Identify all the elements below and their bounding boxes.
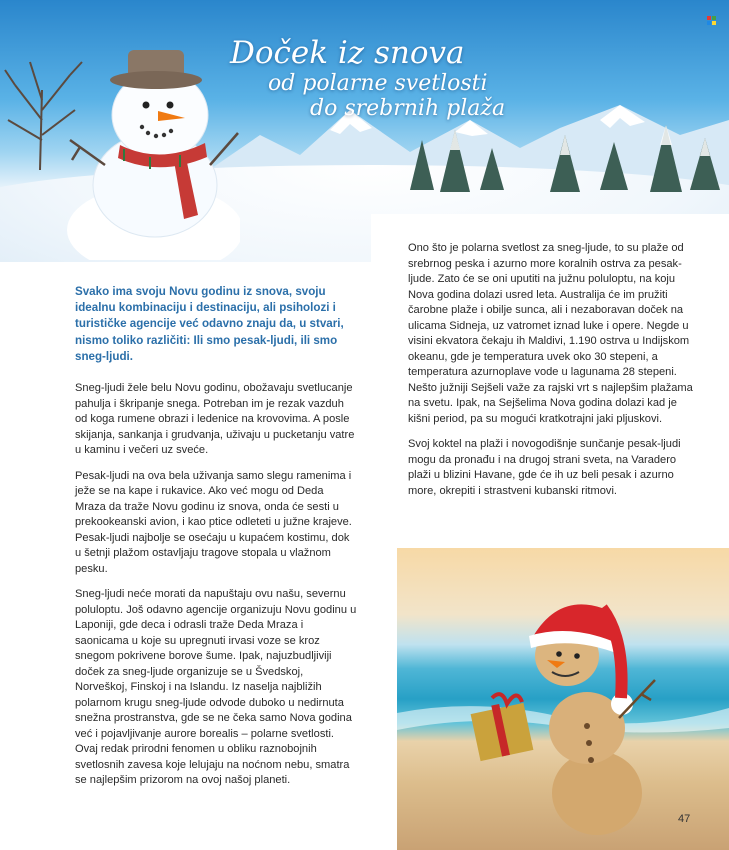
right-column: [408, 241, 700, 509]
hero-title: [230, 35, 530, 121]
sand-snowman-illustration: [397, 548, 729, 850]
hero-title-line3: do srebrnih plaža: [310, 96, 506, 121]
lead-paragraph: Svako ima svoju Novu godinu iz snova, svoju idealnu kombinaciju i destinaciju, ali psiholozi i turističke agencije već odavno znaju da, u stvari, nismo toliko različiti: Ili smo pesak-ljudi, ili smo sneg-ljudi.: [75, 285, 344, 363]
body-paragraph: Pesak-ljudi na ova bela uživanja samo slegu ramenima i ježe se na kape i rukavice. Ako već mogu od Deda Mraza da traže Novu godinu iz snova, onda će sesti u prekookeanski avion, i kao ptice odleteti u južne krajeve. Pesak-ljudi najbolje se osećaju u kupaćem kostimu, dok u šetnji plažom ostavljaju tragove stopala u vlažnom pesku.: [75, 469, 352, 575]
left-column: [75, 284, 357, 799]
hero-title-line2: od polarne svetlosti: [268, 71, 488, 96]
hero-title-line1: Doček iz snova: [230, 35, 465, 71]
body-paragraph: Sneg-ljudi žele belu Novu godinu, obožavaju svetlucanje pahulja i škripanje snega. Potreban im je rezak vazduh od koga rumene obrazi i ledenice na krovovima. A posle skijanja, sankanja i grudvanja, uživaju u pucketanju vatre u kaminu i večeri uz sveće.: [75, 382, 355, 457]
pine-forest: [400, 120, 729, 200]
page-number: 47: [678, 813, 691, 825]
body-paragraph: Svoj koktel na plaži i novogodišnje sunčanje pesak-ljudi mogu da pronađu i na drugoj strani sveta, na Varadero plaži u blizini Havane, gde će ih uz beli pesak i azurno more, okrepiti i strastveni kubanski ritmovi.: [408, 438, 681, 497]
body-paragraph: Sneg-ljudi neće morati da napuštaju ovu našu, severnu polulоptu. Još odavno agencije organizuju Novu godinu u Laponiji, gde deca i odrasli traže Deda Mraza i saonicama u koje su upregnuti irvasi voze se kroz snegom pokrivene borove šume. Ipak, najuzbudljiviji doček za sneg-ljude organizuje se u Švedskoj, Norveškoj, Finskoj i na Islandu. Iz naselja najbližih polarnom krugu sneg-ljude odvode duboko u nedirnuta snežna prostranstva, gde se ne čeka samo Nova godina već i pojavljivanje aurore borealis – polarne svetlosti. Ovaj redak prirodni fenomen u obliku raznobojnih svetlosnih zavesa koje lelujaju na noćnom nebu, smatra se najlepšim prizorom na ovoj našoj planeti.: [75, 588, 357, 787]
brand-logo-icon: [707, 16, 716, 25]
body-paragraph: Ono što je polarna svetlost za sneg-ljude, to su plaže od srebrnog peska i azurno more koralnih ostrva za pesak-ljude. Zato će se oni uputiti na južnu polulоptu, na koju Nova godina dolazi usred leta. Australija će im pružiti čarobne plaže i obilje sunca, ali i nezaboravan doček na ulicama Sidneja, uz vatromet iznad luke i opere. Negde u visini ekvatora čekaju ih Maldivi, 1.190 ostrva u Indijskom okeanu, gde je temperatura uvek oko 30 stepeni, a temperatura azurnoplave vode u lagunama 28 stepeni. Nešto južniji Sejšeli važe za rajski vrt s najlepšim plažama na svetu. Ipak, na Sejšelima Nova godina dolazi kad je kišni period, pa su mogući kratkotrajni jaki pljuskovi.: [408, 242, 693, 425]
snowman-illustration: [60, 15, 240, 260]
beach-sand-snowman-image: [397, 548, 729, 850]
